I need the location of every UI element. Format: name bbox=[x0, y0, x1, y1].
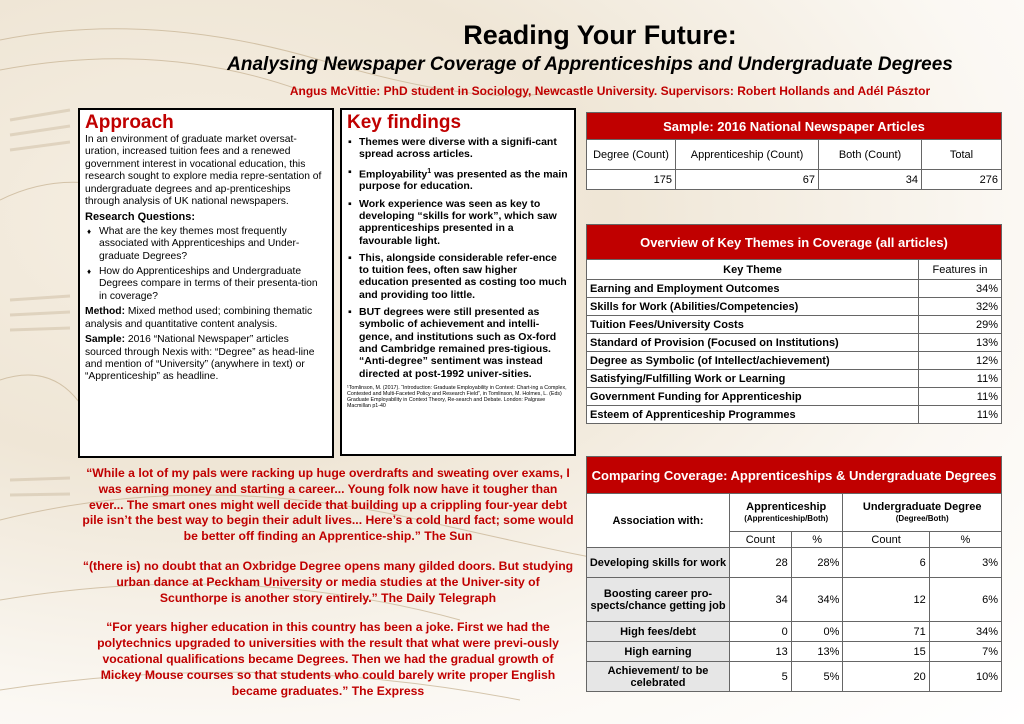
theme-name: Government Funding for Apprenticeship bbox=[587, 388, 919, 406]
apprenticeship-percent: 0% bbox=[791, 622, 843, 642]
degree-title: Undergraduate Degree bbox=[862, 500, 982, 513]
theme-name: Skills for Work (Abilities/Competencies) bbox=[587, 298, 919, 316]
quote-the-sun: “While a lot of my pals were racking up huge overdrafts and sweating over exams, I was earning money and starting a career... Young folk now have it tougher than ever... The smart ones might well decide that building up a crippling four-year debt pile isn’t the best way to begin their adult lives... Here’s a cold hard fact; some would be better off finding an Apprentice-ship.” The Sun bbox=[82, 466, 574, 544]
finding-2-text: was presented as the main purpose for education. bbox=[359, 168, 568, 193]
apprenticeship-count: 5 bbox=[730, 662, 792, 692]
sample-table-title: Sample: 2016 National Newspaper Articles bbox=[587, 113, 1002, 140]
comparison-row-label: High earning bbox=[587, 642, 730, 662]
degree-count: 20 bbox=[843, 662, 929, 692]
apprenticeship-subtitle: (Apprenticeship/Both) bbox=[744, 513, 829, 523]
comparison-row-label: Boosting career pro-spects/chance getting job bbox=[587, 578, 730, 622]
theme-percent: 12% bbox=[919, 352, 1002, 370]
sample-header-degree: Degree (Count) bbox=[587, 140, 676, 170]
sample-text: 2016 “National Newspaper” articles sourced through Nexis with: “Degree” as head-line and mention of “University” (anywhere in text) or “Apprenticeship” as headline. bbox=[85, 334, 315, 383]
findings-heading: Key findings bbox=[347, 112, 462, 133]
sample-label: Sample: bbox=[85, 334, 126, 346]
footnote: ¹Tomlinson, M. (2017). “Introduction: Graduate Employability in Context: Chart-ing a Complex, Contested and Multi-Faceted Policy and Research Field”, in Tomlinson, M. Holmes, L. (Eds) Graduate Employability in Context Theory, Re-search and Debate. London: Palgrave Macmillan p1-40 bbox=[347, 384, 567, 410]
themes-header-theme: Key Theme bbox=[587, 260, 919, 280]
approach-panel bbox=[78, 108, 334, 458]
finding-2 bbox=[359, 166, 569, 193]
comparison-row-label: High fees/debt bbox=[587, 622, 730, 642]
theme-name: Esteem of Apprenticeship Programmes bbox=[587, 406, 919, 424]
degree-percent: 6% bbox=[929, 578, 1001, 622]
degree-count: 6 bbox=[843, 548, 929, 578]
degree-percent: 3% bbox=[929, 548, 1001, 578]
approach-intro: In an environment of graduate market oversat-uration, increased tuition fees and a renewed government interest in vocational education, this research sought to explore media repre-sentation of undergraduate degrees and ap-prenticeships through analysis of UK national newspapers. bbox=[85, 134, 322, 208]
apprenticeship-count: 0 bbox=[730, 622, 792, 642]
apprenticeship-count: 28 bbox=[730, 548, 792, 578]
findings-list bbox=[347, 136, 569, 380]
degree-count: 12 bbox=[843, 578, 929, 622]
sample-header-apprenticeship: Apprenticeship (Count) bbox=[676, 140, 819, 170]
method-label: Method: bbox=[85, 306, 126, 318]
finding-4: ▪ This, alongside considerable refer-ence to tuition fees, often saw higher education presented as costing too much and providing too little. bbox=[359, 252, 569, 301]
theme-percent: 29% bbox=[919, 316, 1002, 334]
degree-count: 71 bbox=[843, 622, 929, 642]
degree-percent: 7% bbox=[929, 642, 1001, 662]
apprenticeship-title: Apprenticeship bbox=[746, 500, 827, 513]
apprenticeship-count-header: Count bbox=[730, 532, 792, 548]
degree-count: 15 bbox=[843, 642, 929, 662]
apprenticeship-count: 34 bbox=[730, 578, 792, 622]
method-text: Mixed method used; combining thematic analysis and quantitative content analysis. bbox=[85, 306, 313, 330]
degree-header bbox=[843, 494, 1002, 532]
quote-the-express: “For years higher education in this country has been a joke. First we had the polytechnics upgraded to universities with the result that what were previ-ously vocational qualifications became Degrees. Then we had the gradual growth of Mickey Mouse courses so that students who could barely write proper English became graduates.” The Express bbox=[97, 620, 559, 698]
footnote-marker: 1 bbox=[427, 167, 432, 175]
approach-heading: Approach bbox=[85, 112, 174, 133]
quote-daily-telegraph: “(there is) no doubt that an Oxbridge Degree opens many gilded doors. But studying urban dance at Peckham University or media studies at the Univer-sity of Scunthorpe is another story entirely.” The Daily Telegraph bbox=[82, 558, 574, 605]
association-header: Association with: bbox=[587, 494, 730, 548]
degree-percent: 34% bbox=[929, 622, 1001, 642]
comparison-row-label: Achievement/ to be celebrated bbox=[587, 662, 730, 692]
theme-percent: 32% bbox=[919, 298, 1002, 316]
theme-name: Earning and Employment Outcomes bbox=[587, 280, 919, 298]
finding-1: ▪ Themes were diverse with a signifi-cant spread across articles. bbox=[359, 136, 569, 161]
authors-line: Angus McVittie: PhD student in Sociology, Newcastle University. Supervisors: Robert Hollands and Adél Pásztor bbox=[289, 84, 931, 98]
apprenticeship-percent: 28% bbox=[791, 548, 843, 578]
sample-value-apprenticeship: 67 bbox=[676, 170, 819, 190]
research-questions-label: Research Questions: bbox=[85, 211, 196, 224]
sample-value-total: 276 bbox=[922, 170, 1002, 190]
poster-subtitle: Analysing Newspaper Coverage of Apprenticeships and Undergraduate Degrees bbox=[227, 54, 953, 75]
comparison-table bbox=[586, 456, 1002, 692]
method-paragraph bbox=[85, 306, 327, 331]
degree-percent: 10% bbox=[929, 662, 1001, 692]
poster-title: Reading Your Future: bbox=[463, 20, 737, 50]
theme-name: Tuition Fees/University Costs bbox=[587, 316, 919, 334]
research-question-1: ♦ What are the key themes most frequently associated with Apprenticeships and Under-graduate Degrees? bbox=[99, 226, 327, 263]
degree-percent-header: % bbox=[929, 532, 1001, 548]
theme-percent: 11% bbox=[919, 406, 1002, 424]
apprenticeship-count: 13 bbox=[730, 642, 792, 662]
comparison-table-title: Comparing Coverage: Apprenticeships & Undergraduate Degrees bbox=[587, 457, 1002, 494]
key-findings-panel bbox=[340, 108, 576, 456]
degree-count-header: Count bbox=[843, 532, 929, 548]
apprenticeship-percent: 5% bbox=[791, 662, 843, 692]
theme-percent: 13% bbox=[919, 334, 1002, 352]
research-questions-list bbox=[85, 226, 327, 303]
theme-percent: 11% bbox=[919, 370, 1002, 388]
theme-name: Satisfying/Fulfilling Work or Learning bbox=[587, 370, 919, 388]
sample-header-both: Both (Count) bbox=[819, 140, 922, 170]
themes-header-features: Features in bbox=[919, 260, 1002, 280]
sample-value-degree: 175 bbox=[587, 170, 676, 190]
finding-2-term: Employability bbox=[359, 168, 428, 181]
apprenticeship-header bbox=[730, 494, 843, 532]
apprenticeship-percent: 34% bbox=[791, 578, 843, 622]
comparison-row-label: Developing skills for work bbox=[587, 548, 730, 578]
finding-3: ▪ Work experience was seen as key to developing “skills for work”, which saw apprenticeships presented in a favourable light. bbox=[359, 198, 569, 247]
sample-paragraph bbox=[85, 334, 327, 384]
apprenticeship-percent: 13% bbox=[791, 642, 843, 662]
theme-name: Standard of Provision (Focused on Institutions) bbox=[587, 334, 919, 352]
sample-header-total: Total bbox=[922, 140, 1002, 170]
theme-name: Degree as Symbolic (of Intellect/achievement) bbox=[587, 352, 919, 370]
apprenticeship-percent-header: % bbox=[791, 532, 843, 548]
newspaper-quotes bbox=[82, 466, 574, 713]
theme-percent: 11% bbox=[919, 388, 1002, 406]
finding-5: ▪ BUT degrees were still presented as symbolic of achievement and intelli-gence, and institutions such as Ox-ford and Cambridge remained pres-tigious. “Anti-degree” sentiment was instead directed at post-1992 univer-sities. bbox=[359, 306, 569, 380]
themes-table-title: Overview of Key Themes in Coverage (all articles) bbox=[587, 225, 1002, 260]
research-question-2: ♦ How do Apprenticeships and Undergraduate Degrees compare in terms of their presenta-tion in coverage? bbox=[99, 266, 327, 303]
theme-percent: 34% bbox=[919, 280, 1002, 298]
themes-table bbox=[586, 224, 1002, 424]
sample-table bbox=[586, 112, 1002, 190]
sample-value-both: 34 bbox=[819, 170, 922, 190]
degree-subtitle: (Degree/Both) bbox=[895, 513, 949, 523]
